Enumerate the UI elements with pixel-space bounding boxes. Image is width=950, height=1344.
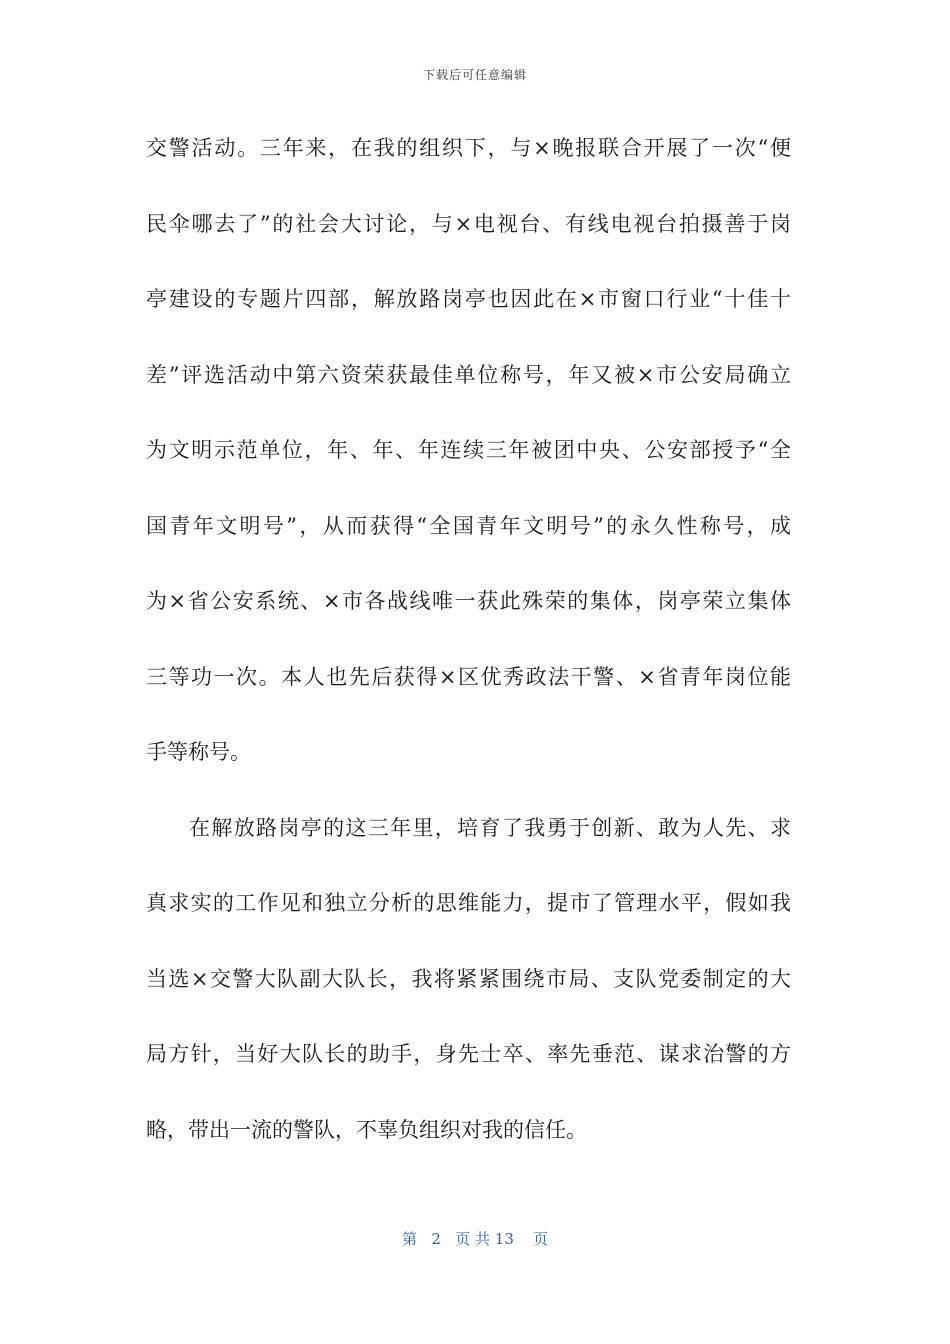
paragraph-2 [146, 808, 791, 1186]
page-prefix: 第 [402, 1230, 418, 1248]
page-footer [0, 1228, 950, 1249]
text-line: 亭建设的专题片四部，解放路岗亭也因此在×市窗口行业“十佳十 [146, 287, 791, 311]
total-pages: 13 [494, 1230, 514, 1248]
text-line: 国青年文明号”，从而获得“全国青年文明号”的永久性称号，成 [146, 513, 791, 538]
text-line: 手等称号。 [146, 740, 251, 764]
text-line: 交警活动。三年来，在我的组织下，与×晚报联合开展了一次“便 [146, 136, 791, 160]
text-line: 在解放路岗亭的这三年里，培育了我勇于创新、敢为人先、求 [189, 815, 791, 840]
paragraph-1 [146, 128, 791, 808]
text-line: 局方针，当好大队长的助手，身先士卒、率先垂范、谋求治警的方 [146, 1042, 791, 1066]
document-body [146, 128, 791, 1185]
text-line: 当选×交警大队副大队长，我将紧紧围绕市局、支队党委制定的大 [146, 966, 791, 991]
text-line: 为×省公安系统、×市各战线唯一获此殊荣的集体，岗亭荣立集体 [146, 589, 791, 613]
text-line: 民伞哪去了”的社会大讨论，与×电视台、有线电视台拍摄善于岗 [146, 211, 791, 236]
text-line: 真求实的工作见和独立分析的思维能力，提市了管理水平，假如我 [146, 891, 791, 915]
text-line: 差”评选活动中第六资荣获最佳单位称号，年又被×市公安局确立 [146, 362, 791, 387]
text-line: 略，带出一流的警队，不辜负组织对我的信任。 [146, 1117, 587, 1142]
text-line: 三等功一次。本人也先后获得×区优秀政法干警、×省青年岗位能 [146, 664, 791, 689]
total-prefix: 页 共 [455, 1230, 490, 1248]
total-suffix: 页 [532, 1230, 548, 1248]
page-header: 下载后可任意编辑 [422, 68, 527, 82]
page-number: 2 [431, 1230, 441, 1248]
text-line: 为文明示范单位，年、年、年连续三年被团中央、公安部授予“全 [146, 438, 791, 462]
